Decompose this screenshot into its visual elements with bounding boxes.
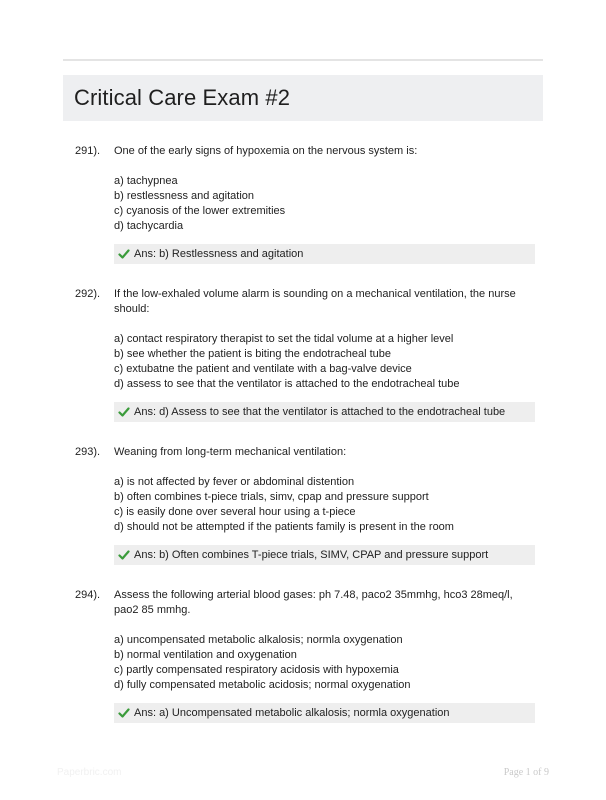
option-d: d) should not be attempted if the patients family is present in the room (114, 521, 454, 533)
answer-text: Ans: d) Assess to see that the ventilator is attached to the endotracheal tube (134, 406, 506, 418)
question-294 (75, 588, 535, 723)
question-text: Weaning from long-term mechanical ventilation: (114, 446, 347, 458)
question-292 (75, 287, 535, 422)
option-b: b) see whether the patient is biting the endotracheal tube (114, 348, 392, 360)
question-number: 293). (75, 446, 101, 458)
check-icon (118, 707, 130, 719)
check-icon (118, 549, 130, 561)
question-number: 291). (75, 145, 101, 157)
answer-text: Ans: b) Often combines T-piece trials, SIMV, CPAP and pressure support (134, 549, 489, 561)
option-c: c) is easily done over several hour using a t-piece (114, 506, 356, 518)
option-a: a) contact respiratory therapist to set the tidal volume at a higher level (114, 333, 454, 345)
question-291 (75, 144, 535, 264)
page-title: Critical Care Exam #2 (74, 85, 291, 110)
answer-box (114, 703, 535, 723)
option-d: d) tachycardia (114, 220, 184, 232)
option-c: c) cyanosis of the lower extremities (114, 205, 286, 217)
option-a: a) uncompensated metabolic alkalosis; normla oxygenation (114, 634, 403, 646)
question-number: 294). (75, 589, 101, 601)
answer-text: Ans: b) Restlessness and agitation (134, 248, 304, 260)
check-icon (118, 248, 130, 260)
footer-watermark: Paperbric.com (57, 767, 122, 778)
question-text: If the low-exhaled volume alarm is sounding on a mechanical ventilation, the nurse should: (114, 288, 516, 315)
option-b: b) restlessness and agitation (114, 190, 255, 202)
option-c: c) extubatne the patient and ventilate with a bag-valve device (114, 363, 412, 375)
option-a: a) tachypnea (114, 175, 178, 187)
question-text: Assess the following arterial blood gases: ph 7.48, paco2 35mmhg, hco3 28meq/l, pao2 85 mmhg. (114, 589, 513, 616)
answer-box (114, 545, 535, 565)
option-a: a) is not affected by fever or abdominal distention (114, 476, 355, 488)
option-b: b) normal ventilation and oxygenation (114, 649, 297, 661)
question-number: 292). (75, 288, 101, 300)
answer-box (114, 402, 535, 422)
option-list (114, 633, 535, 693)
page-number: Page 1 of 9 (503, 767, 549, 778)
option-c: c) partly compensated respiratory acidosis with hypoxemia (114, 664, 399, 676)
option-d: d) assess to see that the ventilator is attached to the endotracheal tube (114, 378, 460, 390)
option-b: b) often combines t-piece trials, simv, cpap and pressure support (114, 491, 429, 503)
title-bar (63, 75, 543, 121)
option-d: d) fully compensated metabolic acidosis; normal oxygenation (114, 679, 411, 691)
option-list (114, 475, 535, 535)
option-list (114, 332, 535, 392)
answer-box (114, 244, 535, 264)
top-divider (63, 59, 543, 61)
option-list (114, 174, 535, 234)
question-text: One of the early signs of hypoxemia on the nervous system is: (114, 145, 418, 157)
check-icon (118, 406, 130, 418)
question-293 (75, 445, 535, 565)
answer-text: Ans: a) Uncompensated metabolic alkalosis; normla oxygenation (134, 707, 450, 719)
